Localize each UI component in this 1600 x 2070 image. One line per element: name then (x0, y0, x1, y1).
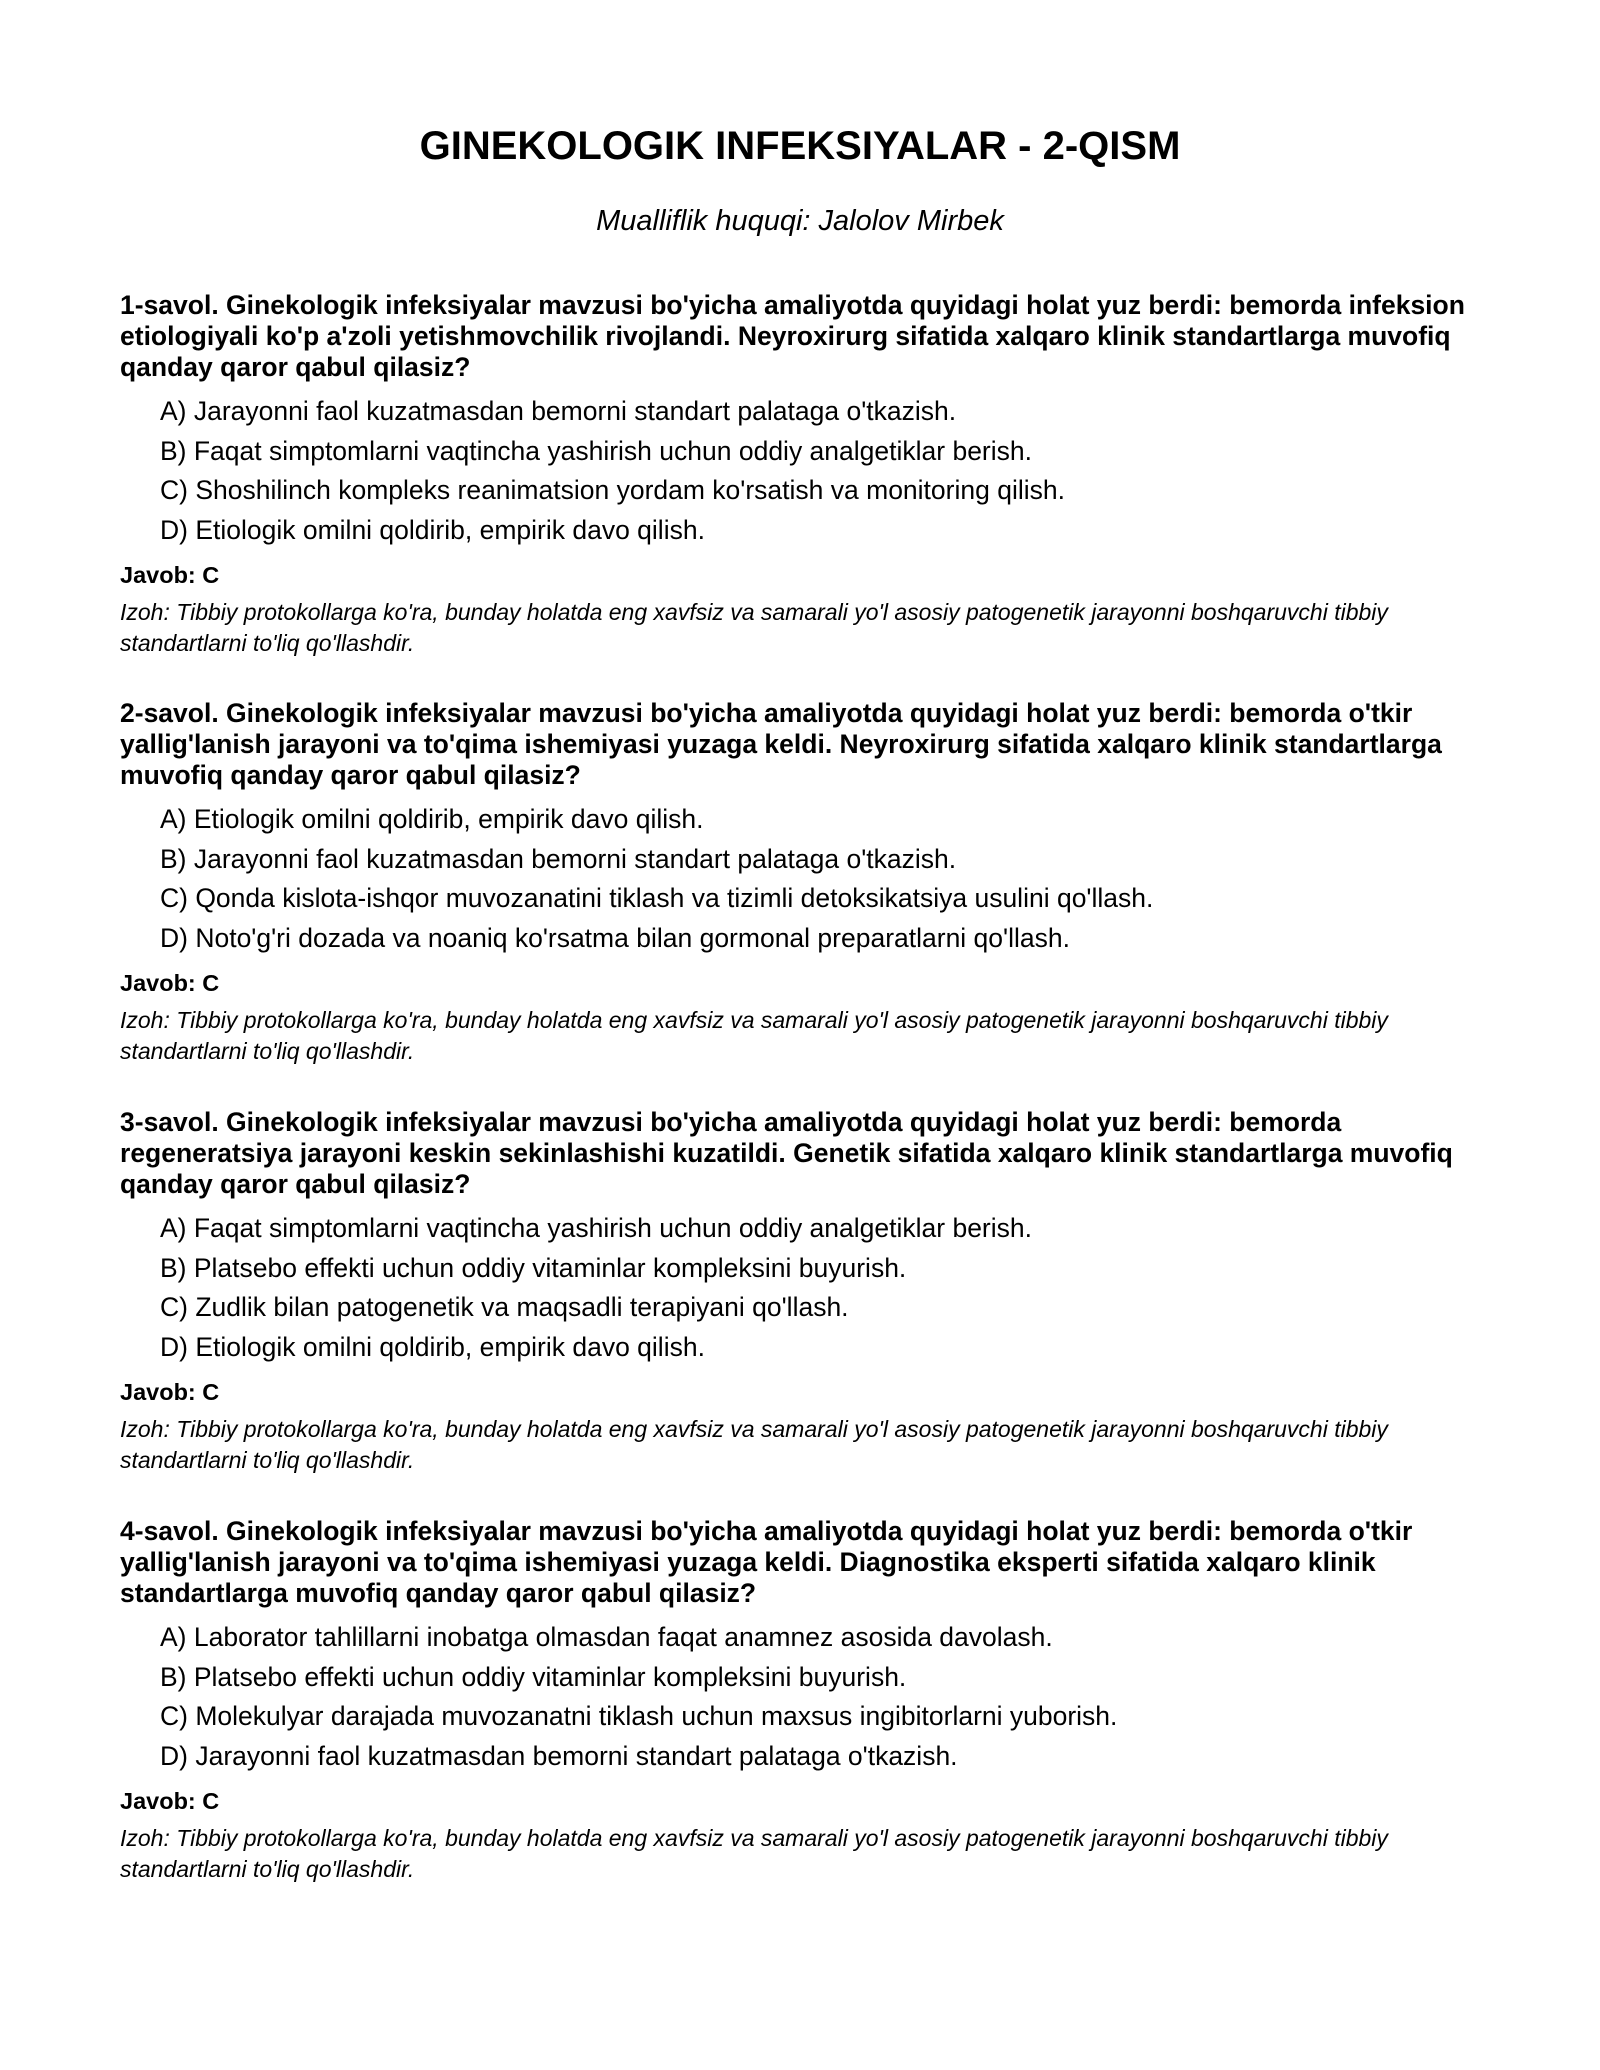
question-block-3 (120, 1107, 1490, 1476)
option-b: B) Platsebo effekti uchun oddiy vitaminlar kompleksini buyurish. (160, 1252, 907, 1283)
option-d: D) Jarayonni faol kuzatmasdan bemorni standart palataga o'tkazish. (160, 1740, 958, 1771)
answer-key: Javob: C (120, 1788, 220, 1814)
option-a: A) Jarayonni faol kuzatmasdan bemorni standart palataga o'tkazish. (160, 396, 957, 426)
option-d: D) Noto'g'ri dozada va noaniq ko'rsatma bilan gormonal preparatlarni qo'llash. (160, 922, 1070, 953)
answer-options (120, 800, 1490, 958)
option-b: B) Jarayonni faol kuzatmasdan bemorni standart palataga o'tkazish. (160, 843, 957, 874)
explanation-note: Izoh: Tibbiy protokollarga ko'ra, bunday holatda eng xavfsiz va samarali yo'l asosiy patogenetik jarayonni boshqaruvchi tibbiy standartlarni to'liq qo'llashdir. (120, 1416, 1388, 1473)
option-d: D) Etiologik omilni qoldirib, empirik davo qilish. (160, 514, 705, 545)
answer-options (120, 1618, 1490, 1776)
answer-key: Javob: C (120, 1379, 220, 1405)
answer-key: Javob: C (120, 562, 220, 588)
answer-key: Javob: C (120, 970, 220, 996)
question-block-2 (120, 698, 1490, 1067)
option-c: C) Zudlik bilan patogenetik va maqsadli terapiyani qo'llash. (160, 1292, 849, 1322)
question-block-4 (120, 1516, 1490, 1885)
explanation-note: Izoh: Tibbiy protokollarga ko'ra, bunday holatda eng xavfsiz va samarali yo'l asosiy patogenetik jarayonni boshqaruvchi tibbiy standartlarni to'liq qo'llashdir. (120, 1825, 1388, 1882)
question-text: 1-savol. Ginekologik infeksiyalar mavzusi bo'yicha amaliyotda quyidagi holat yuz berdi: bemorda infeksion etiologiyali ko'p a'zoli yetishmovchilik rivojlandi. Neyroxirurg sifatida xalqaro klinik standartlarga muvofiq qanday qaror qabul qilasiz? (120, 290, 1465, 382)
option-c: C) Qonda kislota-ishqor muvozanatini tiklash va tizimli detoksikatsiya usulini qo'llash. (160, 883, 1154, 913)
page-title: GINEKOLOGIK INFEKSIYALAR - 2-QISM (419, 124, 1181, 168)
explanation-note: Izoh: Tibbiy protokollarga ko'ra, bunday holatda eng xavfsiz va samarali yo'l asosiy patogenetik jarayonni boshqaruvchi tibbiy standartlarni to'liq qo'llashdir. (120, 1007, 1388, 1064)
answer-options (120, 1209, 1490, 1367)
option-a: A) Etiologik omilni qoldirib, empirik davo qilish. (160, 804, 704, 834)
answer-options (120, 392, 1490, 550)
question-text: 4-savol. Ginekologik infeksiyalar mavzusi bo'yicha amaliyotda quyidagi holat yuz berdi: bemorda o'tkir yallig'lanish jarayoni va to'qima ishemiyasi yuzaga keldi. Diagnostika eksperti sifatida xalqaro klinik standartlarga muvofiq qanday qaror qabul qilasiz? (120, 1516, 1413, 1608)
question-block-1 (120, 290, 1490, 659)
option-c: C) Molekulyar darajada muvozanatni tiklash uchun maxsus ingibitorlarni yuborish. (160, 1701, 1118, 1731)
option-d: D) Etiologik omilni qoldirib, empirik davo qilish. (160, 1331, 705, 1362)
question-text: 2-savol. Ginekologik infeksiyalar mavzusi bo'yicha amaliyotda quyidagi holat yuz berdi: bemorda o'tkir yallig'lanish jarayoni va to'qima ishemiyasi yuzaga keldi. Neyroxirurg sifatida xalqaro klinik standartlarga muvofiq qanday qaror qabul qilasiz? (120, 698, 1442, 790)
question-text: 3-savol. Ginekologik infeksiyalar mavzusi bo'yicha amaliyotda quyidagi holat yuz berdi: bemorda regeneratsiya jarayoni keskin sekinlashishi kuzatildi. Genetik sifatida xalqaro klinik standartlarga muvofiq qanday qaror qabul qilasiz? (120, 1107, 1453, 1199)
copyright-subtitle: Mualliflik huquqi: Jalolov Mirbek (596, 205, 1004, 237)
option-b: B) Faqat simptomlarni vaqtincha yashirish uchun oddiy analgetiklar berish. (160, 435, 1032, 466)
option-a: A) Faqat simptomlarni vaqtincha yashirish uchun oddiy analgetiklar berish. (160, 1213, 1032, 1243)
option-a: A) Laborator tahlillarni inobatga olmasdan faqat anamnez asosida davolash. (160, 1622, 1053, 1652)
explanation-note: Izoh: Tibbiy protokollarga ko'ra, bunday holatda eng xavfsiz va samarali yo'l asosiy patogenetik jarayonni boshqaruvchi tibbiy standartlarni to'liq qo'llashdir. (120, 599, 1388, 656)
option-c: C) Shoshilinch kompleks reanimatsion yordam ko'rsatish va monitoring qilish. (160, 475, 1065, 505)
option-b: B) Platsebo effekti uchun oddiy vitaminlar kompleksini buyurish. (160, 1661, 907, 1692)
